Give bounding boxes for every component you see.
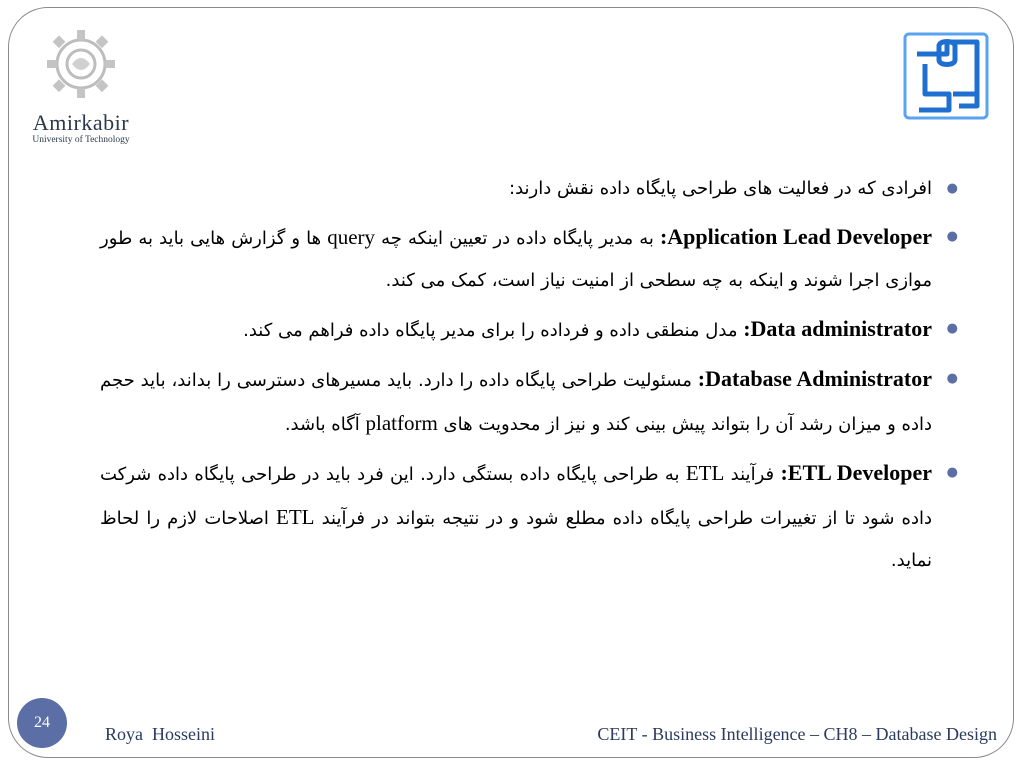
list-item: ● Data administrator: مدل منطقی داده و فرداده را برای مدیر پایگاه داده فراهم می کند. bbox=[100, 308, 970, 352]
list-item: ● افرادی که در فعالیت های طراحی پایگاه داده نقش دارند: bbox=[100, 168, 970, 210]
gear-emblem-icon bbox=[44, 24, 118, 104]
logo-name: Amirkabir bbox=[32, 110, 130, 135]
bullet-icon: ● bbox=[946, 321, 958, 336]
list-item: ● Application Lead Developer: به مدیر پایگاه داده در تعیین اینکه چه query ها و گزارش هایی باید به طور موازی اجرا شوند و اینکه به چه سطحی از امنیت نیاز است، کمک می کند. bbox=[100, 216, 970, 302]
list-item: ● Database Administrator: مسئولیت طراحی پایگاه داده را دارد. باید مسیرهای دسترسی را بداند، باید حجم داده و میزان رشد آن را بتواند پیش بینی کند و نیز از محدویت های platform آگاه باشد. bbox=[100, 358, 970, 446]
university-logo bbox=[16, 20, 146, 150]
footer-author: Roya Hosseini bbox=[105, 724, 215, 744]
role-title: Data administrator: bbox=[743, 316, 932, 341]
footer-course: CEIT - Business Intelligence – CH8 – Database Design bbox=[597, 724, 997, 744]
list-item: ● ETL Developer: فرآیند ETL به طراحی پایگاه داده بستگی دارد. این فرد باید در طراحی پایگاه داده شرکت داده شود تا از تغییرات طراحی پایگاه داده مطلع شود و در نتیجه بتواند در فرآیند ETL اصلاحات لازم را لحاظ نماید. bbox=[100, 452, 970, 582]
role-title: ETL Developer: bbox=[780, 460, 932, 485]
slide-body bbox=[100, 168, 970, 588]
page-number-badge: 24 bbox=[17, 698, 67, 748]
bullet-icon: ● bbox=[946, 229, 958, 244]
bullet-icon: ● bbox=[946, 371, 958, 386]
role-title: Database Administrator: bbox=[697, 366, 932, 391]
logo-subtitle: University of Technology bbox=[32, 135, 130, 145]
bullet-icon: ● bbox=[946, 465, 958, 480]
role-title: Application Lead Developer: bbox=[659, 224, 932, 249]
bullet-icon: ● bbox=[946, 181, 958, 196]
computer-user-icon bbox=[895, 24, 995, 128]
